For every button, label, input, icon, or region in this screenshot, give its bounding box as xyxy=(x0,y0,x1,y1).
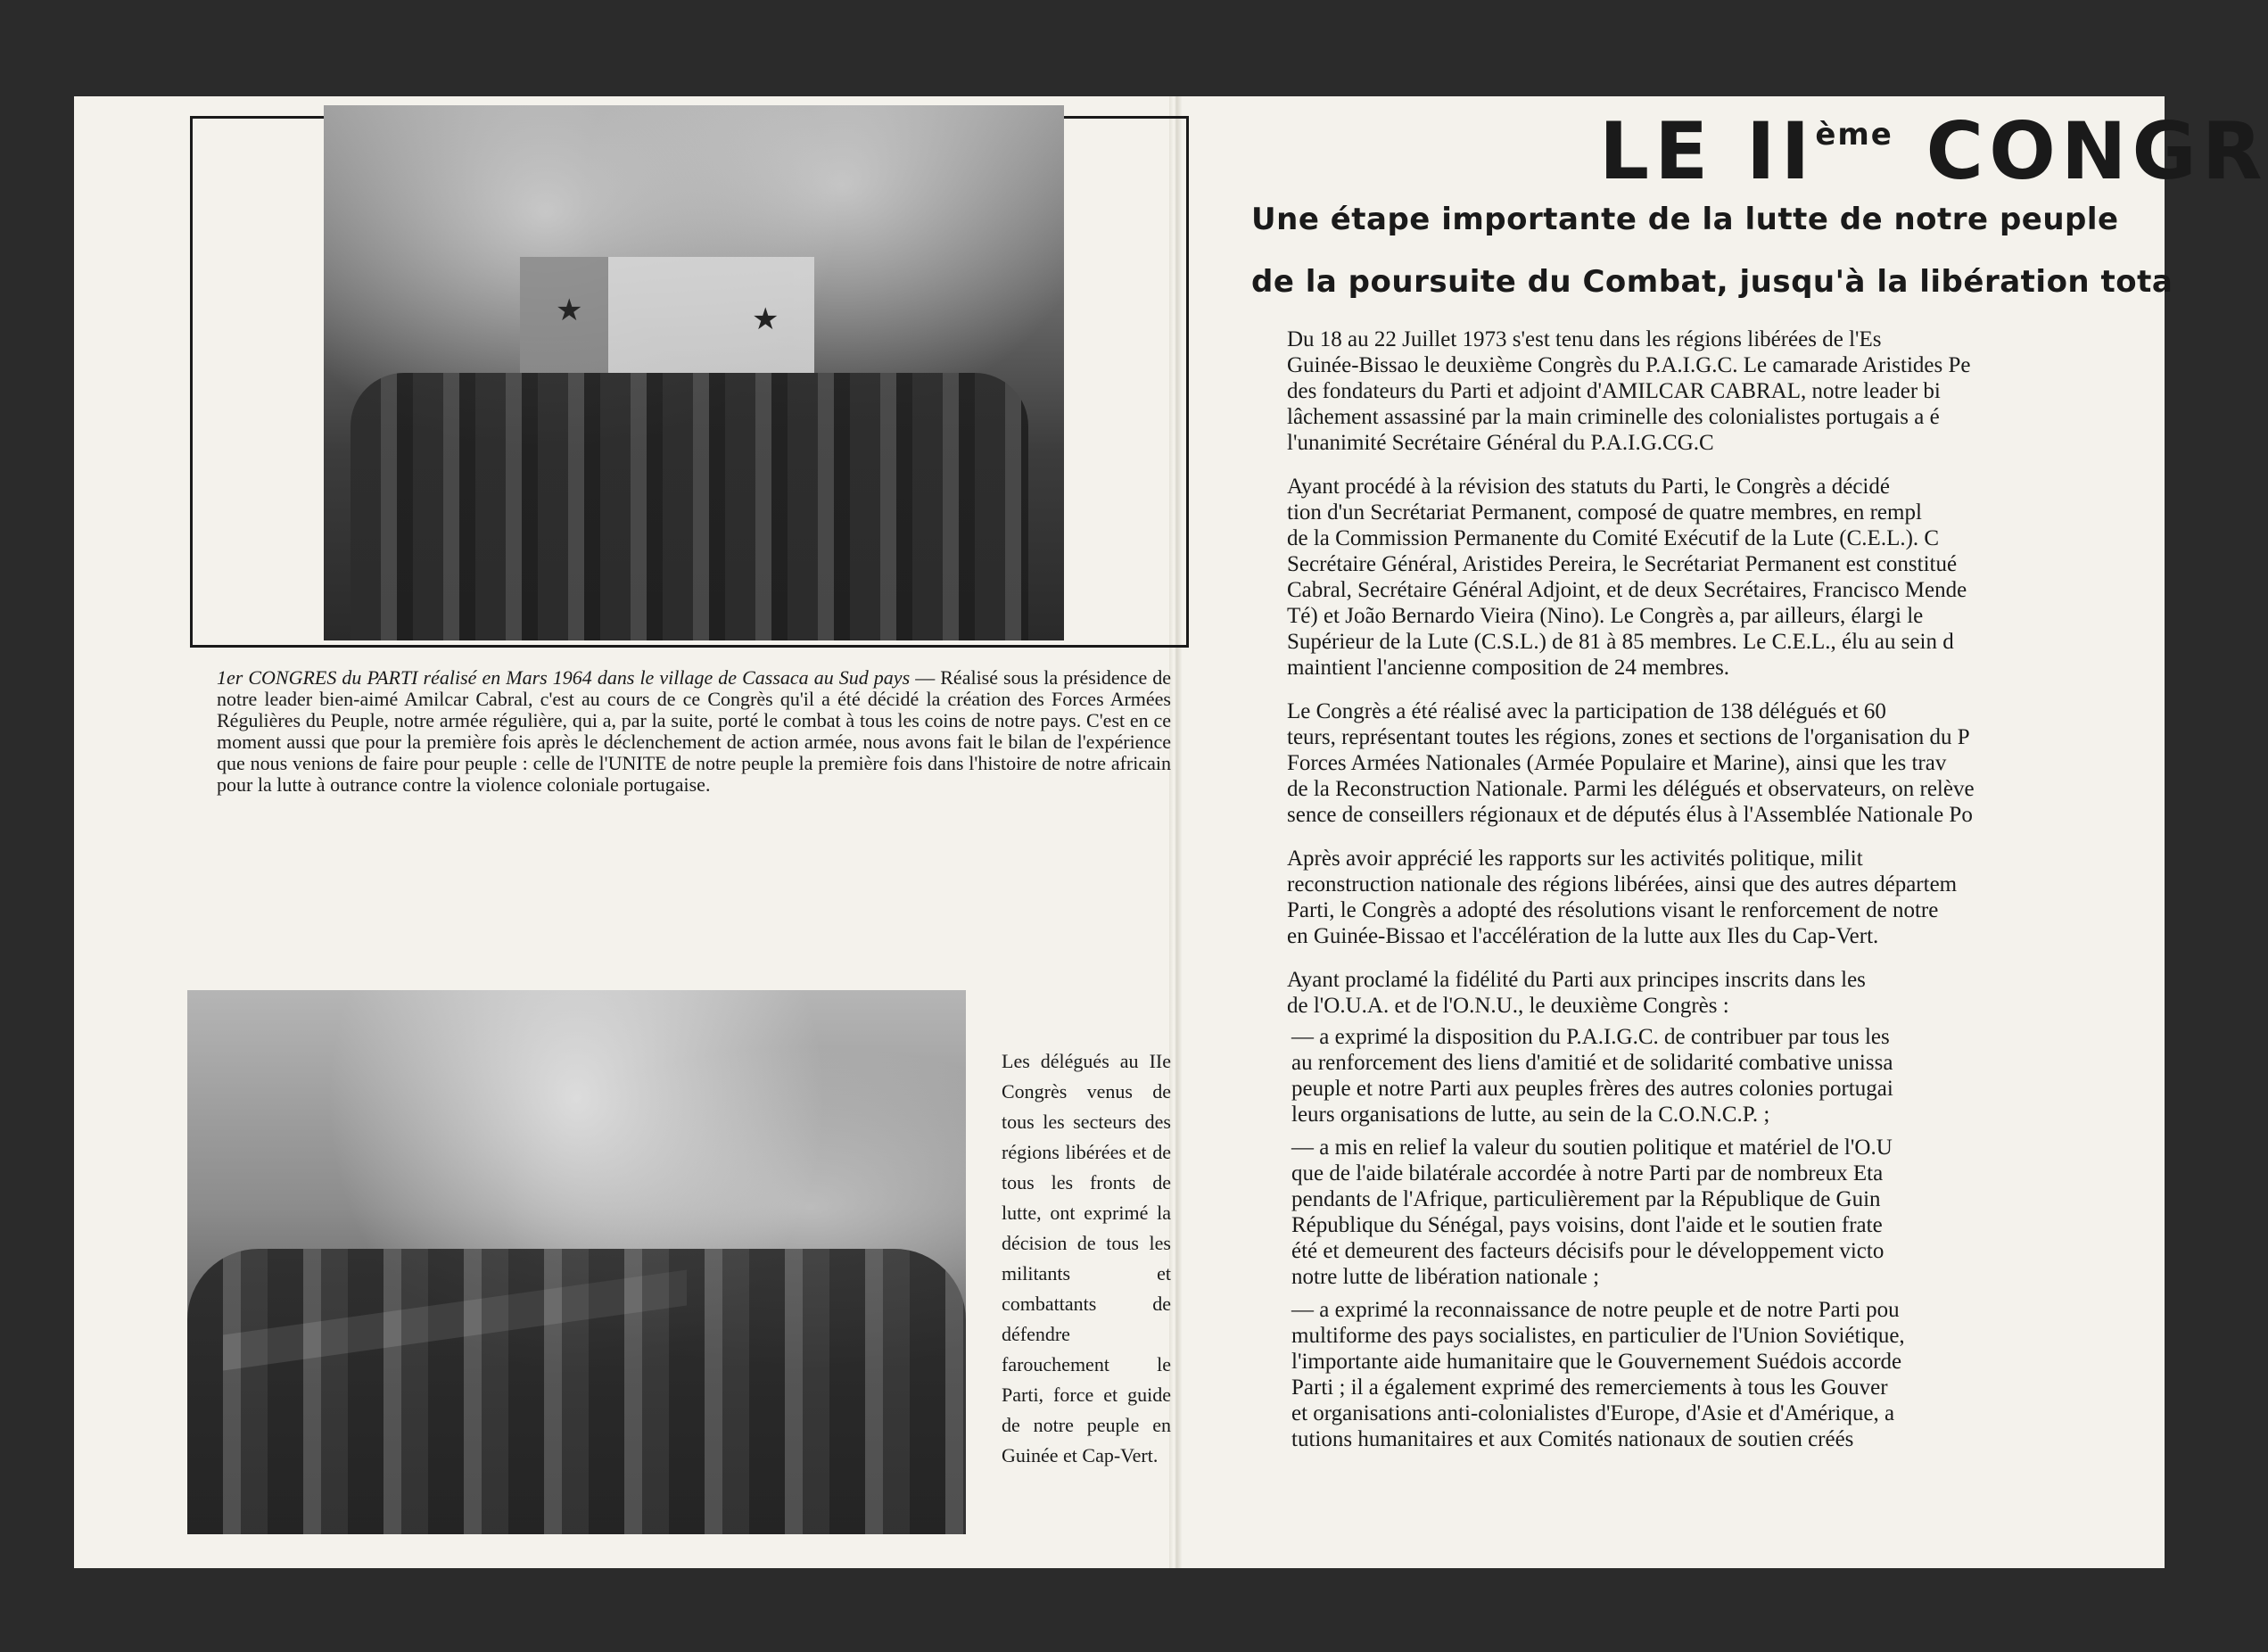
subtitle-line2: de la poursuite du Combat, jusqu'à la libération tota xyxy=(1251,264,2173,300)
resolution-item: — a exprimé la reconnaissance de notre peuple et de notre Parti pou multiforme des pays socialistes, en particulier de l'Union Soviétique, l'importante aide humanitaire que le Gouvernement Suédois accorde Parti ; il a également exprimé des remerciements à tous les Gouver et organisations anti-colonialistes d'Europe, d'Asie et d'Amérique, a tutions humanitaires et aux Comités nationaux de soutien créés xyxy=(1291,1298,1905,1451)
star-icon: ★ xyxy=(752,303,779,336)
paragraph: Ayant proclamé la fidélité du Parti aux principes inscrits dans les de l'O.U.A. et de l'O.N.U., le deuxième Congrès : xyxy=(1287,968,1866,1018)
photo2-caption: Les délégués au IIe Congrès venus de tous les secteurs des régions libérées et de tous les fronts de lutte, ont exprimé la décision de tous les militants et combattants de défendre farouchement le Parti, force et guide de notre peuple en Guinée et Cap-Vert. xyxy=(1002,1050,1171,1466)
paragraph: Du 18 au 22 Juillet 1973 s'est tenu dans les régions libérées de l'Es Guinée-Bissao le deuxième Congrès du P.A.I.G.C. Le camarade Aristides Pe des fondateurs du Parti et adjoint d'AMILCAR CABRAL, notre leader bi lâchement assassiné par la main criminelle des colonialistes portugais a é l'unanimité Secrétaire Général du P.A.I.G.CG.C xyxy=(1287,327,1971,455)
seated-delegates xyxy=(187,1249,966,1534)
subtitle-line1: Une étape importante de la lutte de notre peuple xyxy=(1251,202,2119,237)
photo1-caption-text: — Réalisé sous la présidence de notre leader bien-aimé Amilcar Cabral, c'est au cours de ce Congrès qu'il a été décidé la création des Forces Armées Régulières du Peuple, notre armée régulière, qui a, par la suite, porté le combat à tous les coins de notre pays. C'est en ce moment aussi que pour la première fois après le déclenchement de action armée, nous avons fait le bilan de l'expérience que nous venions de faire pour peuple : celle de l'UNITE de notre peuple la première fois dans l'histoire de notre africain pour la lutte à outrance contre la violence coloniale portugaise. xyxy=(217,666,1172,796)
photo1-caption-lead: 1er CONGRES du PARTI réalisé en Mars 1964 dans le village de Cassaca au Sud pays xyxy=(217,666,911,689)
resolution-item: — a exprimé la disposition du P.A.I.G.C. de contribuer par tous les au renforcement des liens d'amitié et de solidarité combative unissa peuple et notre Parti aux peuples frères des autres colonies portugai leurs organisations de lutte, au sein de la C.O.N.C.P. ; xyxy=(1291,1025,1893,1127)
assembled-delegates xyxy=(351,373,1028,640)
paragraph: Après avoir apprécié les rapports sur les activités politique, milit reconstruction nationale des régions libérées, ainsi que des autres départem Parti, le Congrès a adopté des résolutions visant le renforcement de notre en Guinée-Bissao et l'accélération de la lutte aux Iles du Cap-Vert. xyxy=(1287,847,1958,948)
resolution-item: — a mis en relief la valeur du soutien politique et matériel de l'O.U que de l'aide bilatérale accordée à notre Parti par de nombreux Eta pendants de l'Afrique, particulièrement par la République de Guin République du Sénégal, pays voisins, dont l'aide et le soutien frate été et demeurent des facteurs décisifs pour le développement victo notre lutte de libération nationale ; xyxy=(1291,1136,1893,1289)
article-body xyxy=(1242,326,2165,1459)
star-icon: ★ xyxy=(556,294,583,327)
paragraph: Le Congrès a été réalisé avec la participation de 138 délégués et 60 teurs, représentant toutes les régions, zones et sections de l'organisation du P Forces Armées Nationales (Armée Populaire et Marine), ainsi que les trav de la Reconstruction Nationale. Parmi les délégués et observateurs, on relève sence de conseillers régionaux et de députés élus à l'Assemblée Nationale Po xyxy=(1287,699,1975,827)
brochure-spread xyxy=(74,96,2268,1568)
paragraph: Ayant procédé à la révision des statuts du Parti, le Congrès a décidé tion d'un Secrétariat Permanent, composé de quatre membres, en rempl de la Commission Permanente du Comité Exécutif de la Lute (C.E.L.). C Secrétaire Général, Aristides Pereira, le Secrétariat Permanent est constitué Cabral, Secrétaire Général Adjoint, et de deux Secrétaires, Francisco Mende Té) et João Bernardo Vieira (Nino). Le Congrès a, par ailleurs, élargi le Supérieur de la Lute (C.S.L.) de 81 à 85 membres. Le C.E.L., élu au sein d maintient l'ancienne composition de 24 membres. xyxy=(1287,475,1967,680)
photo-second-congress xyxy=(187,990,966,1534)
photo1-caption xyxy=(217,667,1171,796)
page-title: LE IIème CONGR xyxy=(1599,105,2268,197)
party-flag xyxy=(520,257,814,373)
photo-first-congress xyxy=(324,105,1064,640)
